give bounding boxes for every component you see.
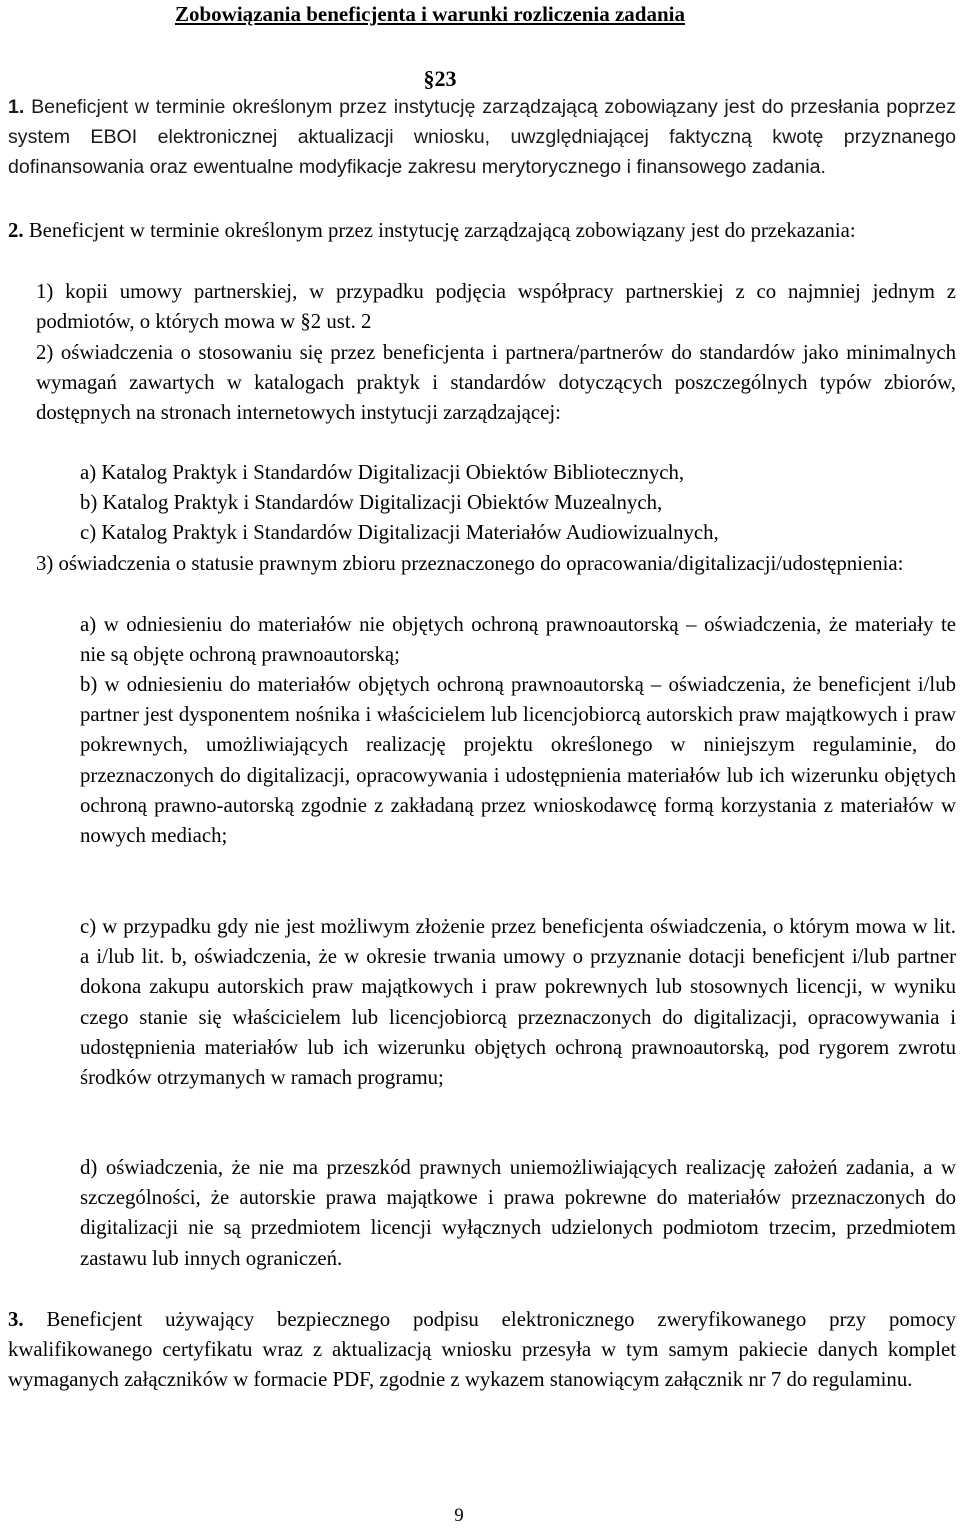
item-2-a: a) Katalog Praktyk i Standardów Digitalizacji Obiektów Bibliotecznych, [80,461,685,484]
paragraph-3 [8,1305,956,1396]
item-1: 1) kopii umowy partnerskiej, w przypadku podjęcia współpracy partnerskiej z co najmniej jednym z podmiotów, o których mowa w §2 ust. 2 [36,280,956,334]
item-2: 2) oświadczenia o stosowaniu się przez beneficjenta i partnera/partnerów do standardów jako minimalnych wymagań zawartych w katalogach praktyk i standardów dotyczących poszczególnych typów zbiorów, dostępnych na stronach internetowych instytucji zarządzającej: [36,341,956,425]
section-number: §23 [423,66,457,91]
item-3-d: d) oświadczenia, że nie ma przeszkód prawnych uniemożliwiających realizację założeń zadania, a w szczególności, że autorskie prawa majątkowe i prawa pokrewne do materiałów przeznaczonych do digitalizacji nie są przedmiotem licencji wyłącznych udzielonych podmiotom trzecim, przedmiotem zastawu lub innych ograniczeń. [80,1156,956,1270]
item-3: 3) oświadczenia o statusie prawnym zbioru przeznaczonego do opracowania/digitalizacji/udostępnienia: [36,552,904,575]
page-number: 9 [454,1505,464,1526]
paragraph-3-text: Beneficjent używający bezpiecznego podpisu elektronicznego zweryfikowanego przy pomocy kwalifikowanego certyfikatu wraz z aktualizacją wniosku przesyła w tym samym pakiecie danych komplet wymaganych załączników w formacie PDF, zgodnie z wykazem stanowiącym załącznik nr 7 do regulaminu. [8,1308,956,1392]
paragraph-1-text: Beneficjent w terminie określonym przez instytucję zarządzającą zobowiązany jest do przesłania poprzez system EBOI elektronicznej aktualizacji wniosku, uwzględniającej faktyczną kwotę przyznanego dofinansowania oraz ewentualne modyfikacje zakresu merytorycznego i finansowego zadania. [8,96,956,179]
paragraph-2-number: 2. [8,219,24,242]
item-2-c: c) Katalog Praktyk i Standardów Digitalizacji Materiałów Audiowizualnych, [80,521,719,544]
paragraph-1 [8,92,956,183]
paragraph-2 [8,216,956,246]
document-title: Zobowiązania beneficjenta i warunki rozliczenia zadania [174,2,686,26]
paragraph-3-number: 3. [8,1308,24,1331]
item-3-b: b) w odniesieniu do materiałów objętych ochroną prawnoautorską – oświadczenia, że beneficjent i/lub partner jest dysponentem nośnika i właścicielem lub licencjobiorcą autorskich praw majątkowych i praw pokrewnych, umożliwiających realizację projektu określonego w niniejszym regulaminie, do przeznaczonych do digitalizacji, opracowywania i udostępnienia materiałów lub ich wizerunku objętych ochroną prawno-autorską zgodnie z zakładaną przez wnioskodawcę formą korzystania z materiałów w nowych mediach; [80,673,956,848]
item-3-c: c) w przypadku gdy nie jest możliwym złożenie przez beneficjenta oświadczenia, o którym mowa w lit. a i/lub lit. b, oświadczenia, że w okresie trwania umowy o przyznanie dotacji beneficjent i/lub partner dokona zakupu autorskich praw majątkowych i praw pokrewnych lub stosownych licencji, w wyniku czego stanie się właścicielem lub licencjobiorcą przeznaczonych do digitalizacji, opracowywania i udostępnienia materiałów lub ich wizerunku objętych ochroną prawnoautorską, pod rygorem zwrotu środków otrzymanych w ramach programu; [80,915,956,1090]
item-2-b: b) Katalog Praktyk i Standardów Digitalizacji Obiektów Muzealnych, [80,491,663,514]
item-3-a: a) w odniesieniu do materiałów nie objętych ochroną prawnoautorską – oświadczenia, że materiały te nie są objęte ochroną prawnoautorską; [80,613,956,667]
paragraph-2-text: Beneficjent w terminie określonym przez instytucję zarządzającą zobowiązany jest do przekazania: [28,219,856,242]
paragraph-1-number: 1. [8,96,25,118]
